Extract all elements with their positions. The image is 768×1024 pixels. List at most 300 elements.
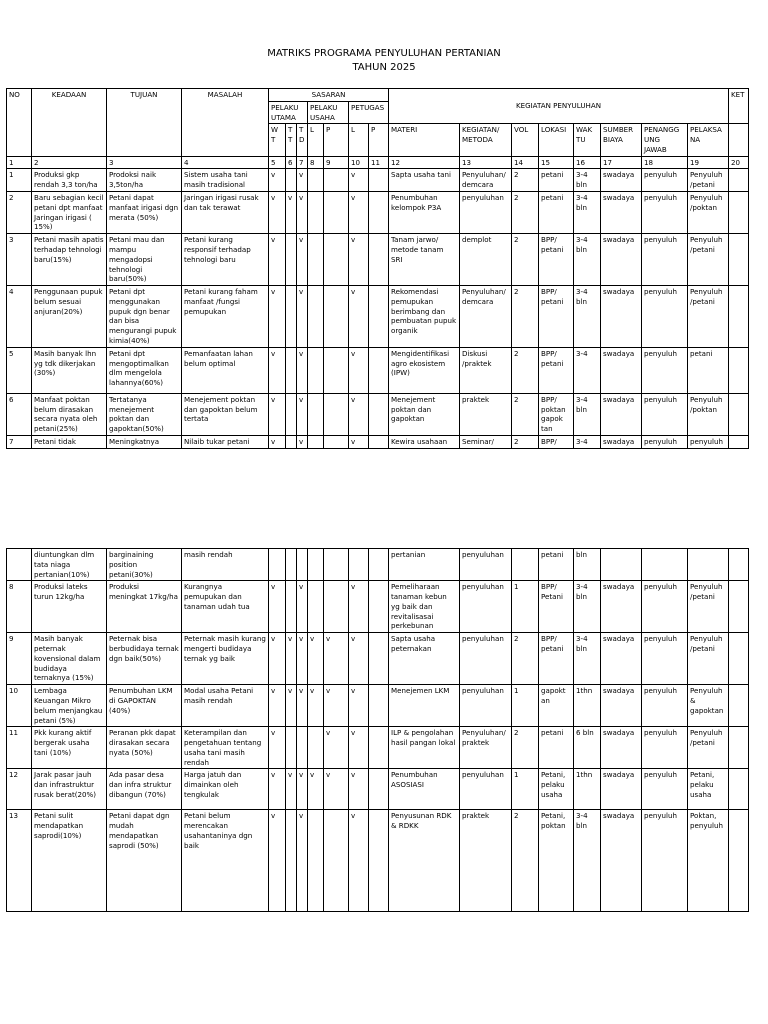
header-sumber-biaya: SUMBER BIAYA xyxy=(601,124,642,156)
cell-sasaran-mark: v xyxy=(349,633,369,685)
cell-sasaran-mark: v xyxy=(269,685,286,727)
cell-tujuan: Produksi meningkat 17kg/ha xyxy=(107,581,182,633)
cell-sasaran-mark xyxy=(369,192,389,234)
cell-sasaran-mark xyxy=(308,192,324,234)
cell-sasaran-mark: v xyxy=(349,581,369,633)
cell-lokasi: petani xyxy=(539,169,574,192)
cell-materi: Penumbuhan ASOSIASI xyxy=(389,769,460,810)
cell-masalah: Pemanfaatan lahan belum optimal xyxy=(182,347,269,393)
cell-ket xyxy=(729,435,749,448)
cell-materi: Penyusunan RDK & RDKK xyxy=(389,810,460,912)
cell-sasaran-mark xyxy=(324,435,349,448)
cell-ket xyxy=(729,581,749,633)
cell-kegiatan: praktek xyxy=(460,810,512,912)
cell-pj: penyuluh xyxy=(642,633,688,685)
header-lokasi: LOKASI xyxy=(539,124,574,156)
cell-tujuan: barginaining position petani(30%) xyxy=(107,549,182,581)
column-number: 13 xyxy=(460,156,512,169)
cell-sasaran-mark: v xyxy=(349,192,369,234)
cell-sasaran-mark: v xyxy=(308,633,324,685)
cell-sasaran-mark: v xyxy=(308,769,324,810)
cell-biaya: swadaya xyxy=(601,633,642,685)
cell-sasaran-mark xyxy=(308,234,324,286)
cell-sasaran-mark xyxy=(286,347,297,393)
document-title: MATRIKS PROGRAMA PENYULUHAN PERTANIAN xyxy=(267,48,501,59)
cell-tujuan: Prodoksi naik 3,5ton/ha xyxy=(107,169,182,192)
cell-sasaran-mark: v xyxy=(349,234,369,286)
cell-sasaran-mark: v xyxy=(297,581,308,633)
cell-sasaran-mark: v xyxy=(349,769,369,810)
cell-keadaan: Petani tidak xyxy=(32,435,107,448)
cell-sasaran-mark: v xyxy=(269,393,286,435)
cell-materi: Sapta usaha tani xyxy=(389,169,460,192)
cell-pj: penyuluh xyxy=(642,727,688,769)
cell-ket xyxy=(729,347,749,393)
header-sasaran: SASARAN xyxy=(269,89,389,102)
cell-sasaran-mark: v xyxy=(269,581,286,633)
header-keadaan: KEADAAN xyxy=(32,89,107,157)
cell-waktu: 3-4 bln xyxy=(574,192,601,234)
cell-biaya: swadaya xyxy=(601,234,642,286)
cell-lokasi: BPP/ poktan gapok tan xyxy=(539,393,574,435)
cell-pj: penyuluh xyxy=(642,685,688,727)
cell-kegiatan: penyuluhan xyxy=(460,549,512,581)
cell-vol: 2 xyxy=(512,727,539,769)
cell-pelaksana: Penyuluh /petani xyxy=(688,581,729,633)
cell-tujuan: Penumbuhan LKM di GAPOKTAN (40%) xyxy=(107,685,182,727)
cell-masalah: Peternak masih kurang mengerti budidaya ternak yg baik xyxy=(182,633,269,685)
cell-sasaran-mark xyxy=(269,549,286,581)
cell-pelaksana: Penyuluh /petani xyxy=(688,169,729,192)
cell-sasaran-mark: v xyxy=(269,234,286,286)
cell-biaya: swadaya xyxy=(601,286,642,348)
cell-vol: 2 xyxy=(512,393,539,435)
cell-sasaran-mark xyxy=(369,685,389,727)
cell-tujuan: Petani dapat manfaat irigasi dgn merata (50%) xyxy=(107,192,182,234)
table-row xyxy=(7,347,749,393)
cell-no: 12 xyxy=(7,769,32,810)
cell-lokasi: BPP/ petani xyxy=(539,286,574,348)
cell-lokasi: petani xyxy=(539,549,574,581)
cell-pj: penyuluh xyxy=(642,169,688,192)
cell-vol: 2 xyxy=(512,286,539,348)
cell-sasaran-mark xyxy=(297,549,308,581)
cell-materi: Menejemen LKM xyxy=(389,685,460,727)
cell-sasaran-mark xyxy=(369,769,389,810)
cell-masalah: Menejement poktan dan gapoktan belum tertata xyxy=(182,393,269,435)
cell-materi: Menejement poktan dan gapoktan xyxy=(389,393,460,435)
cell-pelaksana: Poktan, penyuluh xyxy=(688,810,729,912)
header-kegiatan-metoda: KEGIATAN/ METODA xyxy=(460,124,512,156)
column-number: 7 xyxy=(297,156,308,169)
cell-lokasi: Petani, poktan xyxy=(539,810,574,912)
cell-masalah: Petani kurang responsif terhadap tehnologi baru xyxy=(182,234,269,286)
cell-waktu: 3-4 bln xyxy=(574,581,601,633)
header-usaha-p: P xyxy=(324,124,349,156)
cell-materi: Pemeliharaan tanaman kebun yg baik dan revitalisasai perkebunan xyxy=(389,581,460,633)
cell-sasaran-mark xyxy=(369,633,389,685)
cell-materi: Mengidentifikasi agro ekosistem (IPW) xyxy=(389,347,460,393)
cell-pelaksana: Penyuluh /petani xyxy=(688,234,729,286)
cell-sasaran-mark xyxy=(324,234,349,286)
cell-lokasi: BPP/ petani xyxy=(539,347,574,393)
cell-biaya: swadaya xyxy=(601,435,642,448)
cell-pelaksana: Penyuluh /poktan xyxy=(688,393,729,435)
cell-pelaksana: Penyuluh /poktan xyxy=(688,192,729,234)
cell-sasaran-mark: v xyxy=(269,633,286,685)
cell-pelaksana: penyuluh xyxy=(688,435,729,448)
cell-sasaran-mark: v xyxy=(297,286,308,348)
cell-sasaran-mark xyxy=(369,347,389,393)
cell-no: 1 xyxy=(7,169,32,192)
cell-sasaran-mark: v xyxy=(324,769,349,810)
cell-sasaran-mark: v xyxy=(324,727,349,769)
cell-masalah: Harga jatuh dan dimainkan oleh tengkulak xyxy=(182,769,269,810)
cell-no xyxy=(7,549,32,581)
header-materi: MATERI xyxy=(389,124,460,156)
cell-waktu: 3-4 bln xyxy=(574,169,601,192)
cell-keadaan: Masih banyak peternak kovensional dalam budidaya ternaknya (15%) xyxy=(32,633,107,685)
cell-waktu: 3-4 bln xyxy=(574,810,601,912)
cell-pj: penyuluh xyxy=(642,286,688,348)
table-row xyxy=(7,581,749,633)
cell-sasaran-mark xyxy=(369,549,389,581)
cell-waktu: 6 bln xyxy=(574,727,601,769)
cell-ket xyxy=(729,234,749,286)
cell-sasaran-mark xyxy=(369,810,389,912)
cell-biaya: swadaya xyxy=(601,581,642,633)
cell-materi: Tanam jarwo/ metode tanam SRI xyxy=(389,234,460,286)
cell-sasaran-mark xyxy=(286,549,297,581)
cell-sasaran-mark xyxy=(369,393,389,435)
cell-tujuan: Peternak bisa berbudidaya ternak dgn baik(50%) xyxy=(107,633,182,685)
header-usaha-l: L xyxy=(308,124,324,156)
cell-sasaran-mark xyxy=(324,169,349,192)
cell-no: 7 xyxy=(7,435,32,448)
cell-waktu: bln xyxy=(574,549,601,581)
header-pelaksana: PELAKSA NA xyxy=(688,124,729,156)
cell-waktu: 1thn xyxy=(574,685,601,727)
cell-sasaran-mark: v xyxy=(286,769,297,810)
column-number: 3 xyxy=(107,156,182,169)
column-number: 11 xyxy=(369,156,389,169)
cell-kegiatan: penyuluhan xyxy=(460,192,512,234)
header-petugas-l: L xyxy=(349,124,369,156)
cell-lokasi: BPP/ xyxy=(539,435,574,448)
cell-pj: penyuluh xyxy=(642,435,688,448)
cell-lokasi: BPP/ petani xyxy=(539,633,574,685)
cell-materi: pertanian xyxy=(389,549,460,581)
cell-sasaran-mark: v xyxy=(297,393,308,435)
cell-sasaran-mark xyxy=(324,347,349,393)
cell-sasaran-mark: v xyxy=(269,192,286,234)
cell-vol: 2 xyxy=(512,169,539,192)
cell-sasaran-mark: v xyxy=(269,435,286,448)
matrix-table-page1 xyxy=(6,88,749,449)
cell-sasaran-mark xyxy=(369,286,389,348)
cell-pelaksana: Petani, pelaku usaha xyxy=(688,769,729,810)
column-number: 2 xyxy=(32,156,107,169)
cell-biaya: swadaya xyxy=(601,769,642,810)
cell-lokasi: BPP/ petani xyxy=(539,234,574,286)
cell-sasaran-mark: v xyxy=(269,769,286,810)
cell-sasaran-mark: v xyxy=(269,727,286,769)
table-row xyxy=(7,810,749,912)
header-tt: T T xyxy=(286,124,297,156)
cell-ket xyxy=(729,810,749,912)
header-ket-blank xyxy=(729,124,749,156)
cell-no: 3 xyxy=(7,234,32,286)
cell-sasaran-mark xyxy=(349,549,369,581)
cell-ket xyxy=(729,769,749,810)
header-penanggung-jawab: PENANGG UNG JAWAB xyxy=(642,124,688,156)
column-number: 12 xyxy=(389,156,460,169)
cell-sasaran-mark xyxy=(369,727,389,769)
cell-sasaran-mark: v xyxy=(286,685,297,727)
cell-sasaran-mark: v xyxy=(297,685,308,727)
cell-ket xyxy=(729,727,749,769)
cell-masalah: Petani belum merencakan usahantaninya dgn baik xyxy=(182,810,269,912)
cell-sasaran-mark: v xyxy=(286,633,297,685)
cell-no: 8 xyxy=(7,581,32,633)
cell-tujuan: Ada pasar desa dan infra struktur dibangun (70%) xyxy=(107,769,182,810)
cell-no: 9 xyxy=(7,633,32,685)
cell-tujuan: Petani dpt menggunakan pupuk dgn benar dan bisa mengurangi pupuk kimia(40%) xyxy=(107,286,182,348)
header-petugas: PETUGAS xyxy=(349,101,389,124)
cell-pj xyxy=(642,549,688,581)
cell-sasaran-mark xyxy=(324,192,349,234)
cell-sasaran-mark xyxy=(286,727,297,769)
matrix-table-page2 xyxy=(6,548,749,912)
cell-waktu: 3-4 bln xyxy=(574,286,601,348)
cell-sasaran-mark: v xyxy=(349,685,369,727)
cell-sasaran-mark: v xyxy=(349,286,369,348)
cell-ket xyxy=(729,393,749,435)
table-row xyxy=(7,633,749,685)
cell-sasaran-mark: v xyxy=(297,347,308,393)
cell-sasaran-mark: v xyxy=(349,810,369,912)
cell-waktu: 3-4 xyxy=(574,435,601,448)
table-row xyxy=(7,549,749,581)
table-row xyxy=(7,435,749,448)
table-row xyxy=(7,169,749,192)
header-wt: W T xyxy=(269,124,286,156)
cell-biaya: swadaya xyxy=(601,810,642,912)
cell-kegiatan: penyuluhan xyxy=(460,633,512,685)
cell-sasaran-mark: v xyxy=(308,685,324,727)
cell-no: 11 xyxy=(7,727,32,769)
cell-sasaran-mark xyxy=(324,581,349,633)
cell-no: 2 xyxy=(7,192,32,234)
cell-sasaran-mark xyxy=(308,435,324,448)
cell-lokasi: BPP/ Petani xyxy=(539,581,574,633)
cell-no: 13 xyxy=(7,810,32,912)
cell-sasaran-mark xyxy=(308,286,324,348)
cell-waktu: 3-4 bln xyxy=(574,393,601,435)
cell-ket xyxy=(729,169,749,192)
cell-sasaran-mark xyxy=(286,169,297,192)
table-row xyxy=(7,685,749,727)
cell-sasaran-mark: v xyxy=(286,192,297,234)
table-row xyxy=(7,727,749,769)
table-row xyxy=(7,192,749,234)
column-number: 9 xyxy=(324,156,349,169)
cell-sasaran-mark xyxy=(308,810,324,912)
cell-sasaran-mark: v xyxy=(324,633,349,685)
cell-keadaan: Lembaga Keuangan Mikro belum menjangkau petani (5%) xyxy=(32,685,107,727)
cell-pj: penyuluh xyxy=(642,234,688,286)
cell-kegiatan: Penyuluhan/ demcara xyxy=(460,286,512,348)
cell-biaya: swadaya xyxy=(601,192,642,234)
cell-waktu: 3-4 xyxy=(574,347,601,393)
column-number: 4 xyxy=(182,156,269,169)
cell-sasaran-mark xyxy=(308,393,324,435)
cell-waktu: 1thn xyxy=(574,769,601,810)
cell-pelaksana xyxy=(688,549,729,581)
cell-tujuan: Petani mau dan mampu mengadopsi tehnologi baru(50%) xyxy=(107,234,182,286)
table-row xyxy=(7,393,749,435)
cell-masalah: Jaringan irigasi rusak dan tak terawat xyxy=(182,192,269,234)
cell-sasaran-mark: v xyxy=(269,347,286,393)
cell-sasaran-mark xyxy=(308,169,324,192)
cell-sasaran-mark xyxy=(286,810,297,912)
cell-pelaksana: Penyuluh /petani xyxy=(688,633,729,685)
cell-pj: penyuluh xyxy=(642,192,688,234)
cell-no: 10 xyxy=(7,685,32,727)
cell-sasaran-mark: v xyxy=(349,347,369,393)
cell-tujuan: Meningkatnya xyxy=(107,435,182,448)
cell-masalah: Sistem usaha tani masih tradisional xyxy=(182,169,269,192)
cell-tujuan: Peranan pkk dapat dirasakan secara nyata (50%) xyxy=(107,727,182,769)
cell-pj: penyuluh xyxy=(642,347,688,393)
cell-sasaran-mark: v xyxy=(297,169,308,192)
cell-masalah: Nilaib tukar petani xyxy=(182,435,269,448)
cell-lokasi: petani xyxy=(539,727,574,769)
cell-ket xyxy=(729,549,749,581)
cell-sasaran-mark xyxy=(286,581,297,633)
cell-vol: 1 xyxy=(512,581,539,633)
cell-sasaran-mark: v xyxy=(297,234,308,286)
cell-keadaan: Manfaat poktan belum dirasakan secara nyata oleh petani(25%) xyxy=(32,393,107,435)
cell-vol: 2 xyxy=(512,435,539,448)
cell-waktu: 3-4 bln xyxy=(574,234,601,286)
cell-pelaksana: petani xyxy=(688,347,729,393)
cell-sasaran-mark xyxy=(369,169,389,192)
cell-sasaran-mark xyxy=(324,810,349,912)
column-number: 5 xyxy=(269,156,286,169)
cell-vol: 2 xyxy=(512,347,539,393)
cell-sasaran-mark xyxy=(324,393,349,435)
column-number: 20 xyxy=(729,156,749,169)
cell-keadaan: Pkk kurang aktif bergerak usaha tani (10%) xyxy=(32,727,107,769)
cell-biaya: swadaya xyxy=(601,727,642,769)
cell-sasaran-mark xyxy=(324,286,349,348)
cell-keadaan: Masih banyak lhn yg tdk dikerjakan (30%) xyxy=(32,347,107,393)
cell-masalah: Kurangnya pemupukan dan tanaman udah tua xyxy=(182,581,269,633)
cell-masalah: Modal usaha Petani masih rendah xyxy=(182,685,269,727)
table-row xyxy=(7,769,749,810)
cell-vol: 2 xyxy=(512,633,539,685)
cell-kegiatan: Penyuluhan/ demcara xyxy=(460,169,512,192)
cell-pj: penyuluh xyxy=(642,769,688,810)
header-ket: KET xyxy=(729,89,749,124)
cell-keadaan: Penggunaan pupuk belum sesuai anjuran(20%) xyxy=(32,286,107,348)
cell-sasaran-mark: v xyxy=(297,810,308,912)
cell-pj: penyuluh xyxy=(642,393,688,435)
cell-keadaan: diuntungkan dlm tata niaga pertanian(10%) xyxy=(32,549,107,581)
cell-biaya xyxy=(601,549,642,581)
cell-lokasi: petani xyxy=(539,192,574,234)
cell-keadaan: Jarak pasar jauh dan infrastruktur rusak berat(20%) xyxy=(32,769,107,810)
column-number: 16 xyxy=(574,156,601,169)
cell-kegiatan: demplot xyxy=(460,234,512,286)
cell-vol xyxy=(512,549,539,581)
cell-biaya: swadaya xyxy=(601,393,642,435)
header-no: NO xyxy=(7,89,32,157)
document-subtitle: TAHUN 2025 xyxy=(352,62,416,73)
cell-sasaran-mark: v xyxy=(297,769,308,810)
cell-sasaran-mark xyxy=(324,549,349,581)
cell-materi: ILP & pengolahan hasil pangan lokal xyxy=(389,727,460,769)
cell-sasaran-mark: v xyxy=(349,727,369,769)
cell-kegiatan: praktek xyxy=(460,393,512,435)
cell-sasaran-mark xyxy=(369,234,389,286)
cell-no: 6 xyxy=(7,393,32,435)
cell-ket xyxy=(729,685,749,727)
cell-biaya: swadaya xyxy=(601,169,642,192)
cell-sasaran-mark xyxy=(308,727,324,769)
cell-masalah: masih rendah xyxy=(182,549,269,581)
cell-sasaran-mark: v xyxy=(297,192,308,234)
cell-materi: Rekomendasi pemupukan berimbang dan pembuatan pupuk organik xyxy=(389,286,460,348)
cell-keadaan: Petani masih apatis terhadap tehnologi baru(15%) xyxy=(32,234,107,286)
column-number: 14 xyxy=(512,156,539,169)
cell-masalah: Petani kurang faham manfaat /fungsi pemupukan xyxy=(182,286,269,348)
cell-no: 5 xyxy=(7,347,32,393)
cell-tujuan: Petani dpt mengoptimalkan dlm mengelola lahannya(60%) xyxy=(107,347,182,393)
header-vol: VOL xyxy=(512,124,539,156)
cell-pelaksana: Penyuluh /petani xyxy=(688,727,729,769)
cell-ket xyxy=(729,192,749,234)
column-number: 19 xyxy=(688,156,729,169)
cell-sasaran-mark: v xyxy=(269,169,286,192)
cell-kegiatan: penyuluhan xyxy=(460,581,512,633)
cell-sasaran-mark xyxy=(286,393,297,435)
column-number: 15 xyxy=(539,156,574,169)
cell-keadaan: Petani sulit mendapatkan saprodi(10%) xyxy=(32,810,107,912)
cell-masalah: Keterampilan dan pengetahuan tentang usaha tani masih rendah xyxy=(182,727,269,769)
header-td: T D xyxy=(297,124,308,156)
cell-lokasi: Petani, pelaku usaha xyxy=(539,769,574,810)
cell-materi: Sapta usaha peternakan xyxy=(389,633,460,685)
cell-sasaran-mark xyxy=(308,581,324,633)
column-number: 18 xyxy=(642,156,688,169)
column-number: 8 xyxy=(308,156,324,169)
cell-ket xyxy=(729,286,749,348)
cell-lokasi: gapokt an xyxy=(539,685,574,727)
cell-waktu: 3-4 bln xyxy=(574,633,601,685)
cell-sasaran-mark xyxy=(286,234,297,286)
cell-materi: Kewira usahaan xyxy=(389,435,460,448)
cell-sasaran-mark: v xyxy=(269,810,286,912)
cell-kegiatan: Diskusi /praktek xyxy=(460,347,512,393)
cell-ket xyxy=(729,633,749,685)
cell-vol: 1 xyxy=(512,769,539,810)
cell-keadaan: Produksi gkp rendah 3,3 ton/ha xyxy=(32,169,107,192)
cell-kegiatan: penyuluhan xyxy=(460,769,512,810)
cell-sasaran-mark: v xyxy=(349,169,369,192)
cell-pelaksana: Penyuluh /petani xyxy=(688,286,729,348)
